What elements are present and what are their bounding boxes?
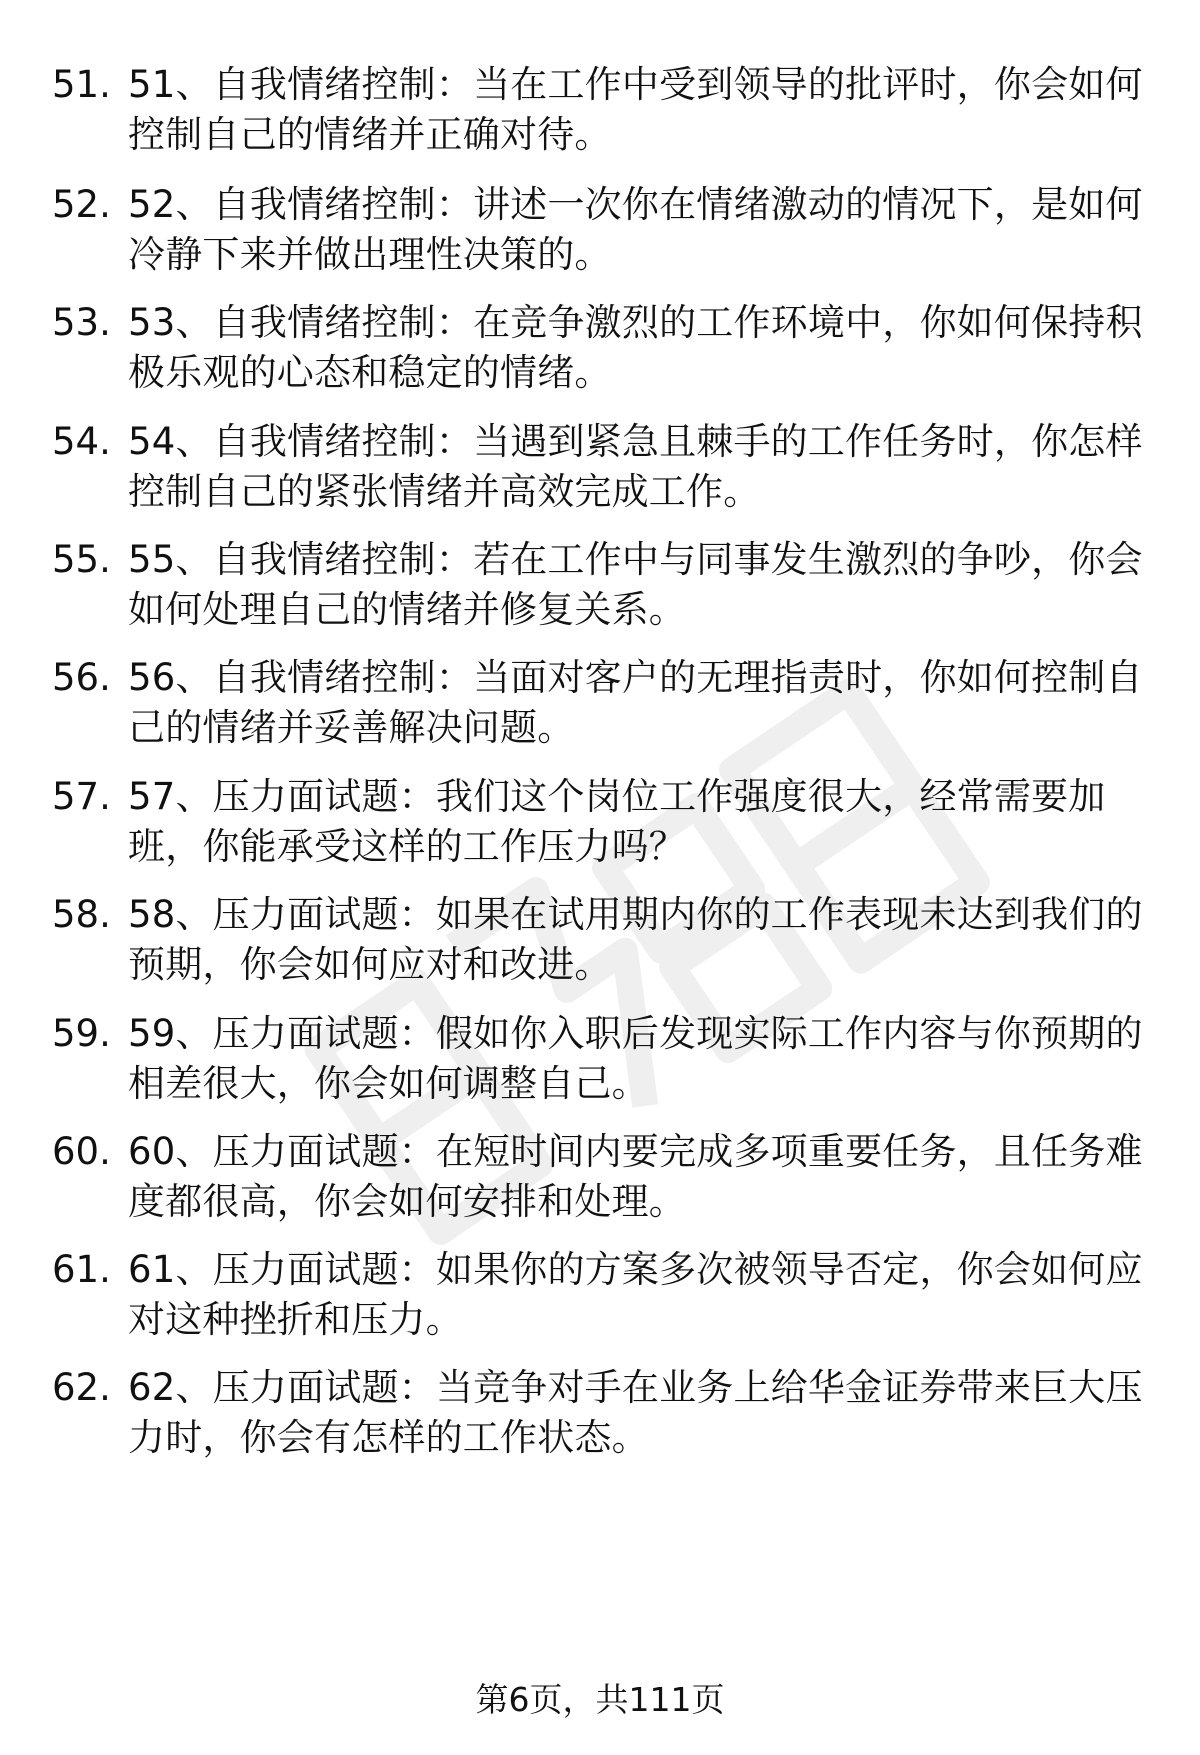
question-text: 51、自我情绪控制：当在工作中受到领导的批评时，你会如何控制自己的情绪并正确对待。 — [128, 63, 1143, 156]
question-item — [0, 1127, 1200, 1237]
question-item — [0, 1009, 1200, 1119]
question-number: 57. — [52, 775, 111, 818]
question-text: 55、自我情绪控制：若在工作中与同事发生激烈的争吵，你会如何处理自己的情绪并修复关系。 — [128, 538, 1143, 631]
question-number: 56. — [52, 656, 111, 699]
question-number: 59. — [52, 1012, 111, 1055]
question-item — [0, 180, 1200, 290]
question-number: 54. — [52, 420, 111, 463]
question-item — [0, 1363, 1200, 1473]
question-text: 57、压力面试题：我们这个岗位工作强度很大，经常需要加班，你能承受这样的工作压力吗？ — [128, 775, 1106, 868]
question-number: 53. — [52, 301, 111, 344]
question-number: 55. — [52, 538, 111, 581]
page-footer: 第6页，共111页 — [475, 1680, 725, 1719]
question-item — [0, 60, 1200, 170]
question-item — [0, 417, 1200, 527]
question-item — [0, 298, 1200, 408]
question-text: 60、压力面试题：在短时间内要完成多项重要任务，且任务难度都很高，你会如何安排和处理。 — [128, 1130, 1143, 1223]
question-text: 62、压力面试题：当竞争对手在业务上给华金证券带来巨大压力时，你会有怎样的工作状态。 — [128, 1366, 1143, 1459]
question-number: 62. — [52, 1366, 111, 1409]
question-text: 53、自我情绪控制：在竞争激烈的工作环境中，你如何保持积极乐观的心态和稳定的情绪。 — [128, 301, 1143, 394]
question-number: 58. — [52, 893, 111, 936]
question-text: 61、压力面试题：如果你的方案多次被领导否定，你会如何应对这种挫折和压力。 — [128, 1248, 1143, 1341]
question-number: 61. — [52, 1248, 111, 1291]
question-text: 56、自我情绪控制：当面对客户的无理指责时，你如何控制自己的情绪并妥善解决问题。 — [128, 656, 1143, 749]
question-number: 52. — [52, 183, 111, 226]
question-text: 59、压力面试题：假如你入职后发现实际工作内容与你预期的相差很大，你会如何调整自己。 — [128, 1012, 1143, 1105]
question-item — [0, 653, 1200, 763]
question-text: 58、压力面试题：如果在试用期内你的工作表现未达到我们的预期，你会如何应对和改进。 — [128, 893, 1143, 986]
question-item — [0, 1245, 1200, 1355]
question-number: 60. — [52, 1130, 111, 1173]
question-number: 51. — [52, 63, 111, 106]
question-item — [0, 535, 1200, 645]
question-item — [0, 772, 1200, 882]
question-text: 52、自我情绪控制：讲述一次你在情绪激动的情况下，是如何冷静下来并做出理性决策的。 — [128, 183, 1143, 276]
question-text: 54、自我情绪控制：当遇到紧急且棘手的工作任务时，你怎样控制自己的紧张情绪并高效完成工作。 — [128, 420, 1143, 513]
question-item — [0, 890, 1200, 1000]
